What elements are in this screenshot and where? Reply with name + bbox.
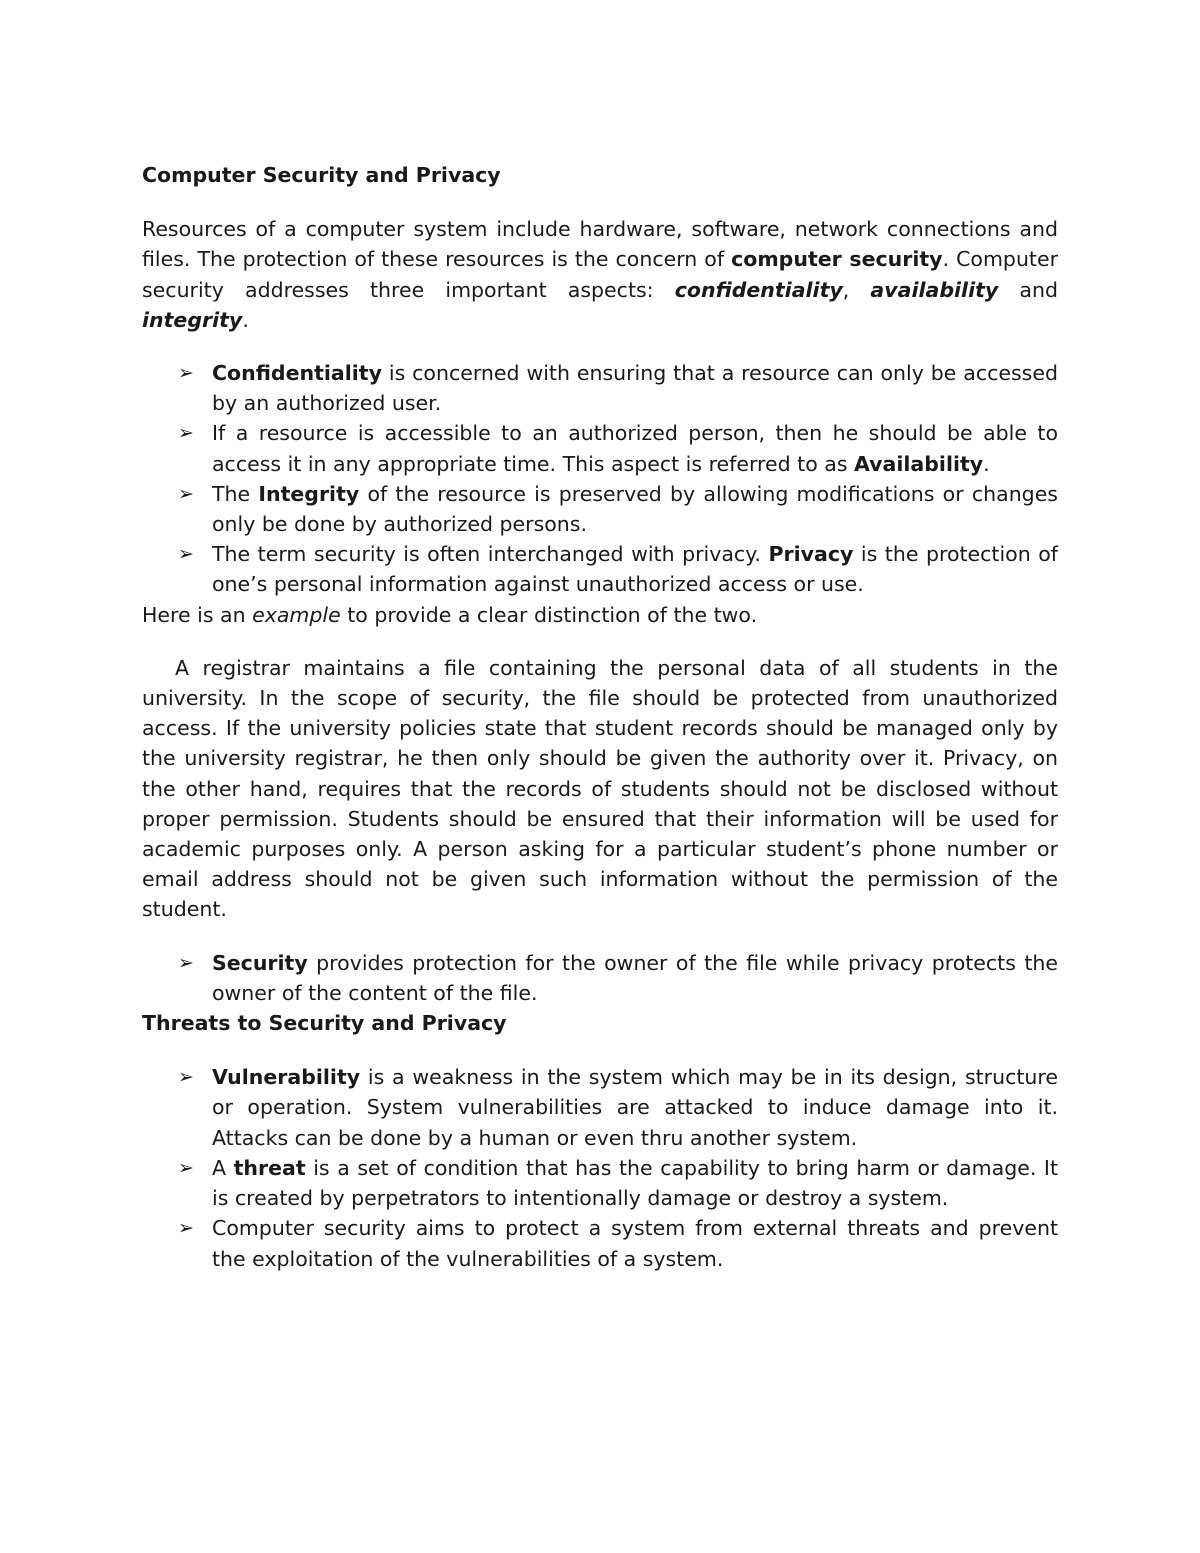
term-vulnerability: Vulnerability (212, 1065, 361, 1090)
list-item-text: If a resource is accessible to an authorized person, then he should be able to access it in any appropriate time. This aspect is referred to as (212, 421, 1058, 476)
list-item-text: Computer security aims to protect a system from external threats and prevent the exploitation of the vulnerabilities of a system. (212, 1216, 1058, 1271)
intro-text: , (842, 277, 871, 302)
arrow-bullet-icon: ➢ (178, 1156, 194, 1179)
example-text: to provide a clear distinction of the two. (340, 602, 758, 627)
term-integrity: integrity (142, 307, 243, 332)
list-item-text: provides protection for the owner of the file while privacy protects the owner of the content of the file. (212, 950, 1058, 1005)
list-item-text: of the resource is preserved by allowing modifications or changes only be done by authorized persons. (212, 481, 1058, 537)
list-item-threat (142, 1153, 1058, 1213)
intro-text: . Computer security addresses three important aspects: (142, 247, 1059, 302)
term-threat: threat (233, 1155, 306, 1180)
arrow-bullet-icon: ➢ (178, 1066, 194, 1089)
term-confidentiality: confidentiality (674, 277, 843, 302)
section-title-security-privacy: Computer Security and Privacy (142, 163, 501, 187)
list-item-text: The term security is often interchanged with privacy. (212, 542, 769, 567)
term-security: Security (212, 950, 308, 975)
list-item-text: is a set of condition that has the capability to bring harm or damage. It is created by perpetrators to intentionally damage or destroy a system. (212, 1155, 1058, 1211)
registrar-example-paragraph: A registrar maintains a file containing the personal data of all students in the university. In the scope of security, the file should be protected from unauthorized access. If the university policies state that student records should be managed only by the university registrar, he then only should be given the authority over it. Privacy, on the other hand, requires that the records of students should not be disclosed without proper permission. Students should be ensured that their information will be used for academic purposes only. A person asking for a particular student’s phone number or email address should not be given such information without the permission of the student. (142, 655, 1058, 922)
threats-list (142, 1062, 1058, 1273)
arrow-bullet-icon: ➢ (178, 1217, 194, 1240)
list-item-text: is a weakness in the system which may be in its design, structure or operation. System vulnerabilities are attacked to induce damage into it. Attacks can be done by a human or even thru another system. (212, 1065, 1058, 1150)
term-availability: availability (870, 277, 999, 302)
list-item-vulnerability (142, 1062, 1058, 1153)
list-item-privacy (142, 539, 1058, 599)
example-intro (142, 600, 1058, 630)
intro-paragraph (142, 214, 1058, 335)
document-page (142, 160, 1058, 1274)
list-item-text: is concerned with ensuring that a resource can only be accessed by an authorized user. (212, 361, 1058, 416)
list-item-availability (142, 418, 1058, 478)
list-item-computer-security-aim (142, 1213, 1058, 1273)
arrow-bullet-icon: ➢ (178, 482, 194, 505)
section-title-threats: Threats to Security and Privacy (142, 1011, 507, 1036)
intro-text: and (998, 277, 1058, 302)
aspects-list (142, 358, 1058, 600)
list-item-text: A (212, 1155, 234, 1180)
intro-text: . (242, 307, 249, 332)
list-item-text: is the protection of one’s personal information against unauthorized access or use. (212, 542, 1058, 597)
arrow-bullet-icon: ➢ (178, 422, 194, 445)
list-item-security-summary (142, 948, 1058, 1008)
intro-text: Resources of a computer system include hardware, software, network connections and files. The protection of these resources is the concern of (142, 217, 1058, 272)
term-availability: Availability (854, 451, 984, 476)
arrow-bullet-icon: ➢ (178, 543, 194, 566)
list-item-confidentiality (142, 358, 1058, 418)
list-item-integrity (142, 479, 1058, 539)
list-item-text: . (983, 451, 990, 476)
term-computer-security: computer security (731, 247, 943, 272)
term-integrity: Integrity (258, 481, 360, 506)
example-emphasis: example (252, 602, 341, 627)
arrow-bullet-icon: ➢ (178, 362, 194, 385)
arrow-bullet-icon: ➢ (178, 951, 194, 974)
list-item-text: The (212, 481, 259, 506)
term-privacy: Privacy (768, 542, 854, 567)
summary-list (142, 948, 1058, 1008)
example-text: Here is an (142, 602, 253, 627)
term-confidentiality: Confidentiality (212, 361, 382, 386)
